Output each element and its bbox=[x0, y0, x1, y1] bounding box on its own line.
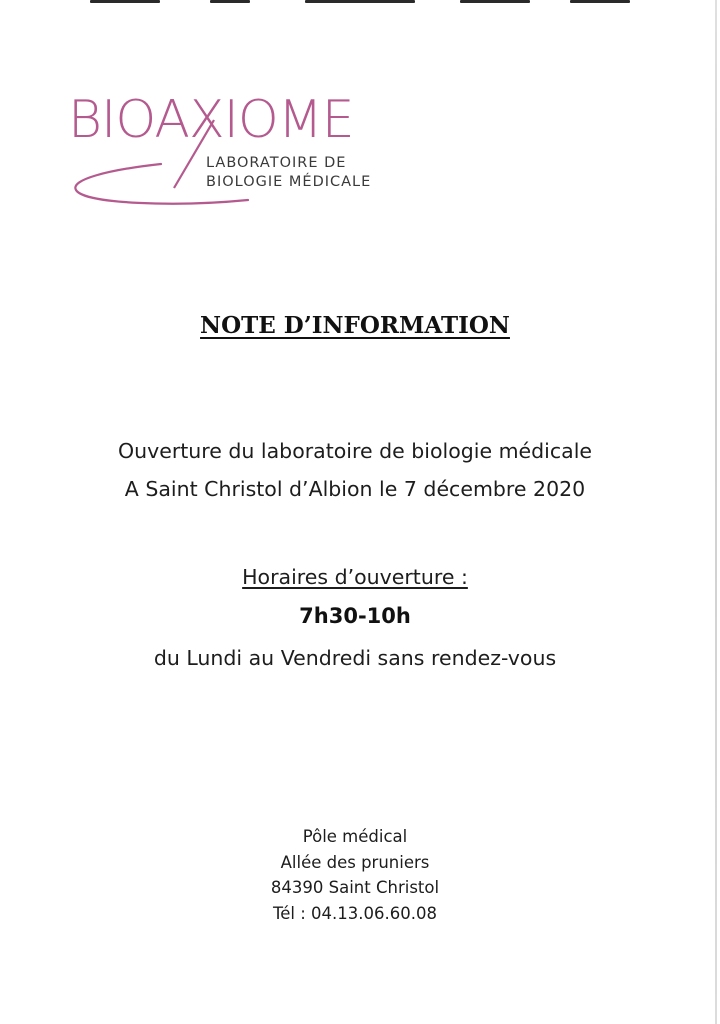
logo-subtitle-line2: BIOLOGIE MÉDICALE bbox=[206, 174, 372, 190]
address-line1: Pôle médical bbox=[302, 827, 408, 846]
opening-announcement bbox=[0, 432, 710, 508]
hours-time: 7h30-10h bbox=[299, 604, 411, 628]
announcement-line2: A Saint Christol d’Albion le 7 décembre 2020 bbox=[124, 477, 586, 501]
announcement-line1: Ouverture du laboratoire de biologie médicale bbox=[117, 439, 593, 463]
document-title: NOTE D’INFORMATION bbox=[200, 312, 510, 339]
logo-subtitle-line1: LABORATOIRE DE bbox=[206, 155, 347, 171]
scan-artifacts bbox=[90, 0, 650, 4]
bioaxiome-logo bbox=[66, 92, 386, 214]
scan-edge-shadow bbox=[715, 0, 717, 1024]
address-line3: 84390 Saint Christol bbox=[270, 878, 440, 897]
phone-number: Tél : 04.13.06.60.08 bbox=[272, 903, 438, 923]
logo-subtitle bbox=[206, 154, 371, 192]
logo-wordmark: BIOAXIOME bbox=[68, 90, 354, 150]
address-block bbox=[0, 824, 710, 926]
hours-heading: Horaires d’ouverture : bbox=[242, 565, 468, 589]
address-line2: Allée des pruniers bbox=[280, 852, 430, 872]
hours-days: du Lundi au Vendredi sans rendez-vous bbox=[153, 646, 557, 670]
